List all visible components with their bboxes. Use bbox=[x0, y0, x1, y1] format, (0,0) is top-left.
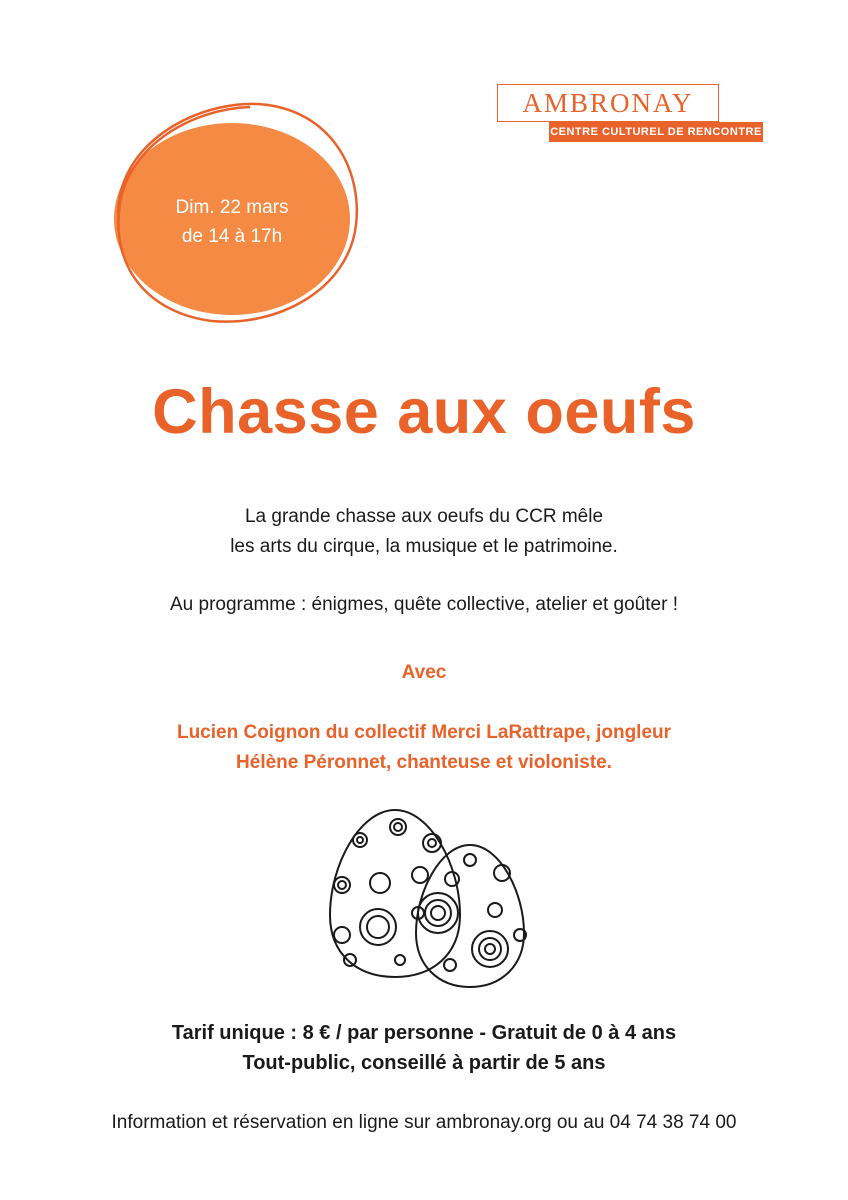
artist-line-2: Hélène Péronnet, chanteuse et violoniste. bbox=[236, 752, 612, 773]
badge-date: Dim. 22 mars bbox=[175, 197, 289, 218]
badge-time: de 14 à 17h bbox=[181, 226, 283, 247]
logo-tagline: CENTRE CULTUREL DE RENCONTRE bbox=[549, 122, 763, 142]
with-heading: Avec bbox=[401, 662, 447, 683]
easter-eggs-icon bbox=[320, 805, 540, 995]
date-badge bbox=[142, 193, 322, 251]
pricing bbox=[0, 1018, 848, 1078]
description bbox=[0, 502, 848, 562]
footer-info: Information et réservation en ligne sur ambronay.org ou au 04 74 38 74 00 bbox=[111, 1112, 737, 1133]
description-line-1: La grande chasse aux oeufs du CCR mêle bbox=[244, 506, 604, 527]
artist-line-1: Lucien Coignon du collectif Merci LaRattrape, jongleur bbox=[176, 722, 672, 743]
pricing-line-2: Tout-public, conseillé à partir de 5 ans bbox=[242, 1052, 606, 1074]
page-title: Chasse aux oeufs bbox=[152, 377, 696, 447]
logo-name: AMBRONAY bbox=[522, 88, 694, 118]
description-line-2: les arts du cirque, la musique et le patrimoine. bbox=[230, 536, 618, 557]
artists bbox=[0, 718, 848, 778]
ambronay-logo bbox=[497, 84, 763, 142]
pricing-line-1: Tarif unique : 8 € / par personne - Gratuit de 0 à 4 ans bbox=[171, 1022, 677, 1044]
programme-text: Au programme : énigmes, quête collective, atelier et goûter ! bbox=[170, 594, 678, 615]
